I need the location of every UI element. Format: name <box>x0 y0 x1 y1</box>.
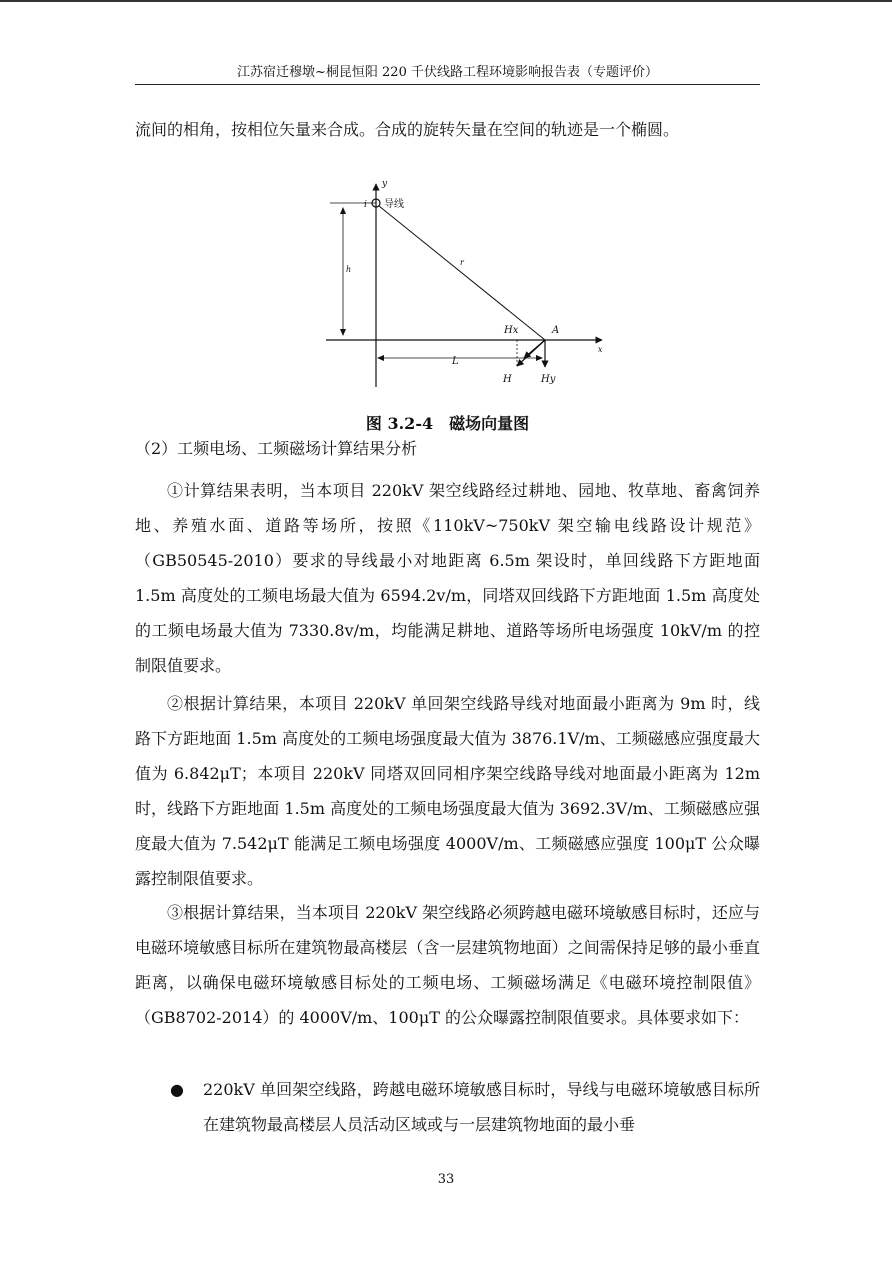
result-paragraph-1: ①计算结果表明，当本项目 220kV 架空线路经过耕地、园地、牧草地、畜禽饲养地、养殖水面、道路等场所，按照《110kV~750kV 架空输电线路设计规范》（GB50545-2010）要求的导线最小对地距离 6.5m 架设时，单回线路下方距地面 1.5m 高度处的工频电场最大值为 6594.2v/m，同塔双回线路下方距地面 1.5m 高度处的工频电场最大值为 7330.8v/m，均能满足耕地、道路等场所电场强度 10kV/m 的控制限值要求。 <box>135 481 760 675</box>
page-header: 江苏宿迁穆墩~桐昆恒阳 220 千伏线路工程环境影响报告表（专题评价） <box>135 62 760 85</box>
result-paragraph-2: ②根据计算结果，本项目 220kV 单回架空线路导线对地面最小距离为 9m 时，线路下方距地面 1.5m 高度处的工频电场强度最大值为 3876.1V/m、工频磁感应强度最大值为 6.842μT；本项目 220kV 同塔双回同相序架空线路导线对地面最小距离为 12m 时，线路下方距地面 1.5m 高度处的工频电场强度最大值为 3692.3V/m、工频磁感应强度最大值为 7.542μT 能满足工频电场强度 4000V/m、工频磁感应强度 100μT 公众曝露控制限值要求。 <box>135 694 760 888</box>
page-number: 33 <box>437 1172 455 1187</box>
hx-label: Hx <box>504 325 519 336</box>
point-a-label: A <box>552 325 560 336</box>
current-label: i <box>364 200 367 210</box>
h-vector <box>517 340 545 366</box>
result-paragraph-3: ③根据计算结果，当本项目 220kV 架空线路必须跨越电磁环境敏感目标时，还应与电磁环境敏感目标所在建筑物最高楼层（含一层建筑物地面）之间需保持足够的最小垂直距离，以确保电磁环境敏感目标处的工频电场、工频磁场满足《电磁环境控制限值》（GB8702-2014）的 4000V/m、100μT 的公众曝露控制限值要求。具体要求如下： <box>135 903 760 1027</box>
height-arrow-up <box>340 207 346 214</box>
y-axis-label: y <box>382 179 388 189</box>
section-subheading: （2）工频电场、工频磁场计算结果分析 <box>135 439 418 458</box>
figure-caption: 图 3.2-4 磁场向量图 <box>365 414 530 433</box>
l-arrow-right <box>536 355 543 361</box>
l-arrow-left <box>377 355 384 361</box>
height-arrow-down <box>340 329 346 336</box>
bullet-item: 220kV 单回架空线路，跨越电磁环境敏感目标时，导线与电磁环境敏感目标所在建筑物最高楼层人员活动区域或与一层建筑物地面的最小垂 <box>203 1080 760 1134</box>
l-label: L <box>452 356 459 367</box>
distance-label: r <box>460 258 464 267</box>
distance-line <box>379 206 545 340</box>
x-axis-label: x <box>598 345 603 354</box>
height-label: h <box>346 265 352 274</box>
magnetic-vector-diagram <box>320 172 620 392</box>
bullet-icon: ● <box>170 1080 184 1099</box>
hy-label: Hy <box>541 374 556 385</box>
intro-paragraph: 流间的相角，按相位矢量来合成。合成的旋转矢量在空间的轨迹是一个椭圆。 <box>135 120 680 139</box>
page-top-border <box>0 0 892 2</box>
conductor-label: 导线 <box>384 199 404 210</box>
h-label: H <box>503 374 512 385</box>
